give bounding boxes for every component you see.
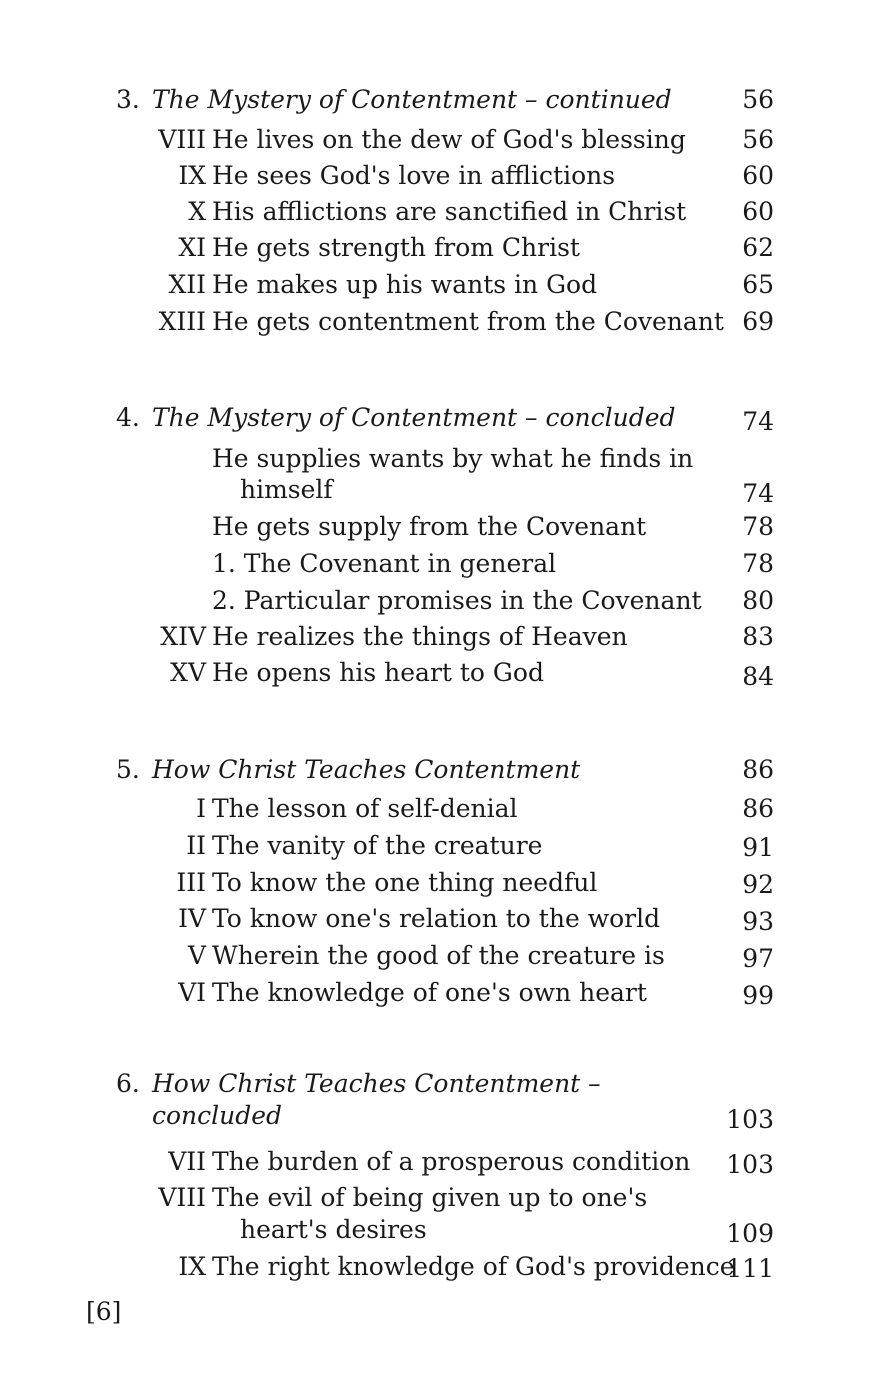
chapter-number: 3.: [116, 85, 140, 114]
page-number: 65: [742, 270, 774, 299]
page-number: 86: [742, 755, 774, 784]
page-number: 92: [742, 870, 774, 899]
entry-text: He gets supply from the Covenant: [212, 512, 647, 541]
page-number: 103: [726, 1150, 774, 1179]
entry-roman: IX: [178, 1252, 206, 1281]
page-number: 56: [742, 85, 774, 114]
entry-text: He sees God's love in afflictions: [212, 161, 616, 190]
entry-text: He lives on the dew of God's blessing: [212, 125, 686, 154]
page-number: 97: [742, 944, 774, 973]
entry-roman: IV: [178, 904, 206, 933]
entry-roman: III: [176, 868, 206, 897]
entry-roman: XV: [170, 658, 206, 687]
entry-roman: XI: [178, 233, 206, 262]
entry-text: He gets contentment from the Covenant: [212, 307, 724, 336]
entry-text-continued: heart's desires: [240, 1215, 427, 1244]
entry-roman: XII: [168, 270, 206, 299]
entry-text: The right knowledge of God's providence: [212, 1252, 735, 1281]
entry-text: His afflictions are sanctified in Christ: [212, 197, 687, 226]
page-number: 93: [742, 907, 774, 936]
page-number: 78: [742, 512, 774, 541]
entry-text: He realizes the things of Heaven: [212, 622, 628, 651]
chapter-number: 5.: [116, 755, 140, 784]
entry-roman: IX: [178, 161, 206, 190]
entry-text: To know the one thing needful: [212, 868, 598, 897]
entry-roman: V: [187, 941, 206, 970]
page-number: 69: [742, 307, 774, 336]
page-number: 103: [726, 1105, 774, 1134]
page-number: 62: [742, 233, 774, 262]
page-number: 91: [742, 833, 774, 862]
page-number: 111: [726, 1254, 774, 1283]
page-number: 74: [742, 479, 774, 508]
page-number: 84: [742, 662, 774, 691]
entry-roman: VII: [168, 1147, 206, 1176]
entry-text: The vanity of the creature: [212, 831, 543, 860]
entry-roman: XIV: [160, 622, 206, 651]
page-number: 86: [742, 794, 774, 823]
page-number: 99: [742, 981, 774, 1010]
page-number: 109: [726, 1219, 774, 1248]
entry-text: 1. The Covenant in general: [212, 549, 557, 578]
page-number: 60: [742, 197, 774, 226]
entry-text: To know one's relation to the world: [212, 904, 661, 933]
chapter-title: The Mystery of Contentment – continued: [152, 85, 672, 114]
entry-roman: VI: [178, 978, 206, 1007]
chapter-title: How Christ Teaches Contentment –: [152, 1069, 601, 1098]
entry-text: Wherein the good of the creature is: [212, 941, 665, 970]
entry-text: He makes up his wants in God: [212, 270, 598, 299]
page-number: 60: [742, 161, 774, 190]
chapter-number: 4.: [116, 403, 140, 432]
chapter-number: 6.: [116, 1069, 140, 1098]
entry-roman: XIII: [158, 307, 206, 336]
entry-text-continued: himself: [240, 475, 333, 504]
page-folio: [6]: [86, 1297, 122, 1326]
entry-roman: I: [196, 794, 206, 823]
entry-text: He supplies wants by what he finds in: [212, 444, 694, 473]
chapter-title-continued: concluded: [152, 1101, 283, 1130]
entry-text: He gets strength from Christ: [212, 233, 580, 262]
entry-text: The evil of being given up to one's: [212, 1183, 648, 1212]
entry-text: The knowledge of one's own heart: [212, 978, 647, 1007]
entry-roman: X: [188, 197, 206, 226]
entry-text: 2. Particular promises in the Covenant: [212, 586, 702, 615]
entry-text: The lesson of self-denial: [212, 794, 518, 823]
page-number: 56: [742, 125, 774, 154]
page-number: 83: [742, 622, 774, 651]
entry-roman: II: [186, 831, 206, 860]
entry-text: He opens his heart to God: [212, 658, 544, 687]
chapter-title: How Christ Teaches Contentment: [152, 755, 581, 784]
entry-text: The burden of a prosperous condition: [212, 1147, 691, 1176]
chapter-title: The Mystery of Contentment – concluded: [152, 403, 676, 432]
entry-roman: VIII: [158, 125, 206, 154]
entry-roman: VIII: [158, 1183, 206, 1212]
page-number: 74: [742, 407, 774, 436]
page-number: 80: [742, 586, 774, 615]
page-number: 78: [742, 549, 774, 578]
